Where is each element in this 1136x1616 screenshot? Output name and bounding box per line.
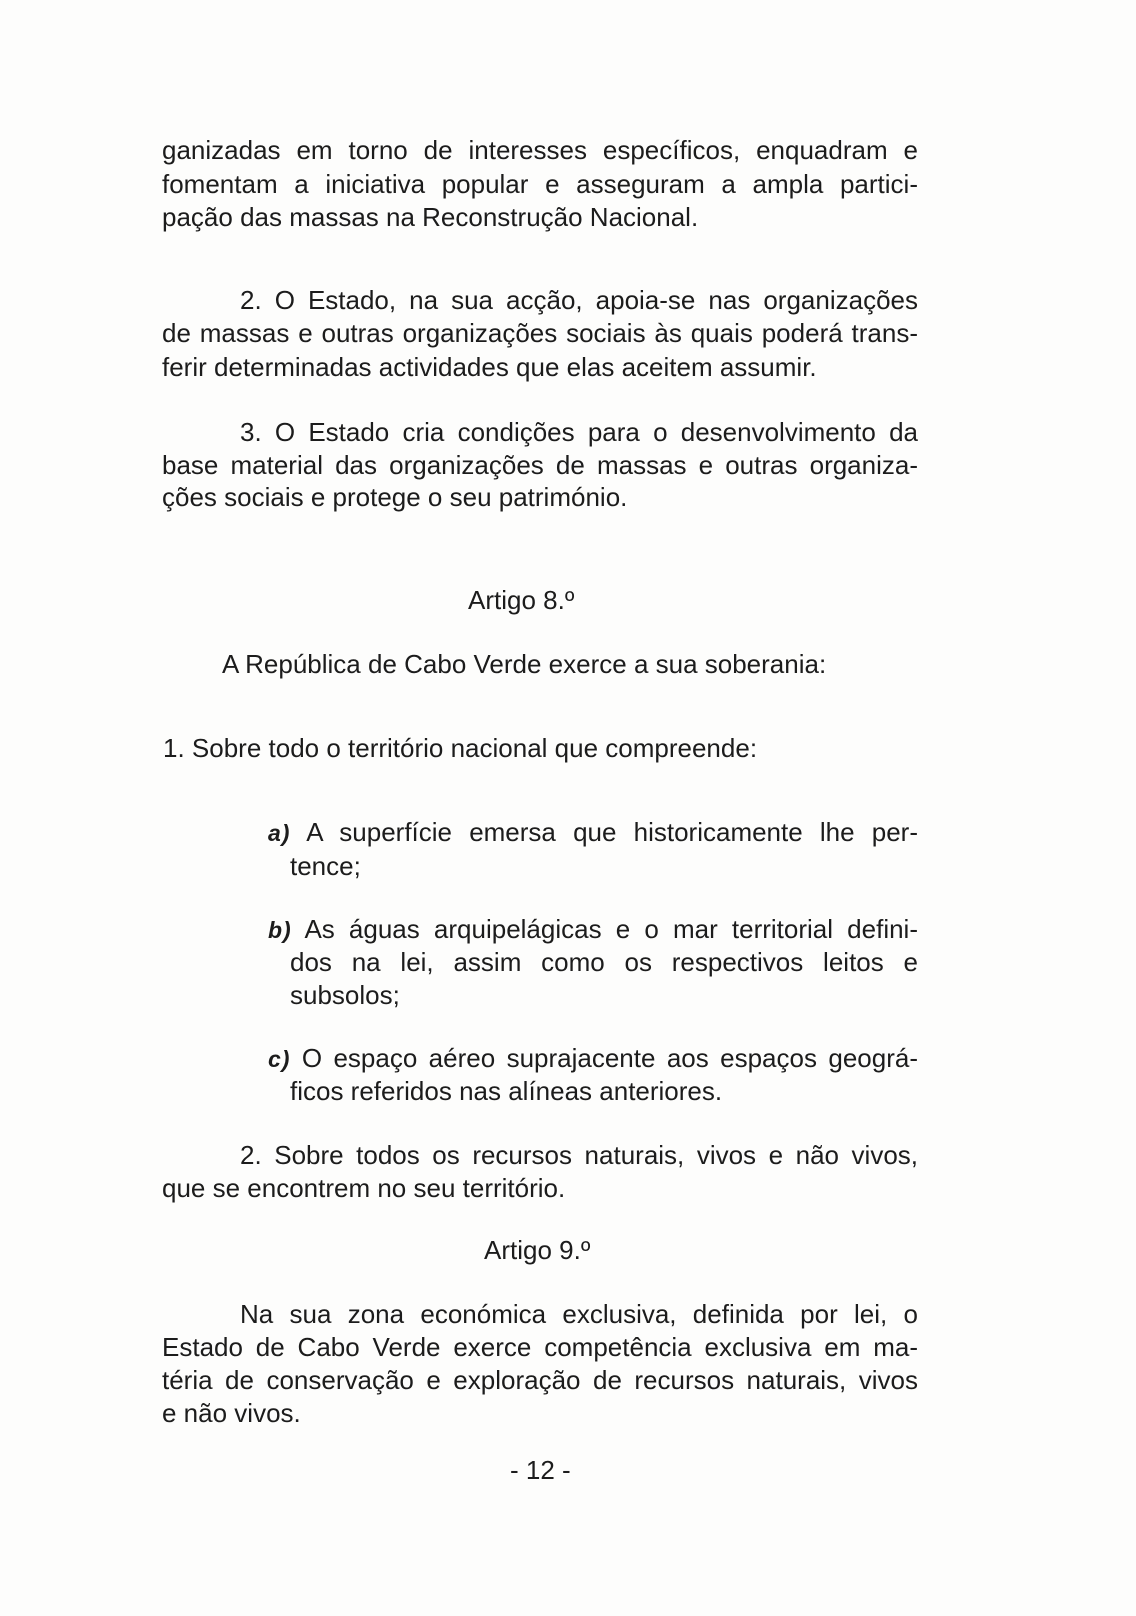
item-text: ficos referidos nas alíneas anteriores.: [290, 1076, 723, 1106]
page-number: - 12 -: [510, 1455, 571, 1485]
item-text: subsolos;: [290, 980, 400, 1010]
article-clause-1: 1. Sobre todo o território nacional que compreende:: [163, 733, 758, 763]
paragraph-line: 2. Sobre todos os recursos naturais, vivos e não vivos,: [240, 1140, 918, 1170]
item-text: A superfície emersa que historicamente lhe per-: [306, 817, 918, 847]
paragraph-line: téria de conservação e exploração de recursos naturais, vivos: [162, 1365, 918, 1395]
paragraph-line: 3. O Estado cria condições para o desenvolvimento da: [240, 417, 918, 447]
article-intro: A República de Cabo Verde exerce a sua soberania:: [222, 649, 827, 679]
item-text: As águas arquipelágicas e o mar territorial defini-: [304, 914, 918, 944]
paragraph-line: pação das massas na Reconstrução Nacional.: [162, 202, 699, 232]
paragraph-line: ganizadas em torno de interesses específicos, enquadram e: [162, 135, 918, 165]
article-heading: Artigo 9.º: [484, 1235, 591, 1265]
item-text: dos na lei, assim como os respectivos leitos e: [290, 947, 918, 977]
item-marker: b): [268, 917, 292, 943]
paragraph-line: e não vivos.: [162, 1398, 301, 1428]
paragraph-line: de massas e outras organizações sociais às quais poderá trans-: [162, 318, 918, 348]
list-item-c: [268, 1043, 918, 1073]
article-heading: Artigo 8.º: [468, 585, 575, 615]
item-text: tence;: [290, 851, 361, 881]
list-item-a: [268, 817, 918, 847]
item-marker: c): [268, 1046, 291, 1072]
paragraph-line: 2. O Estado, na sua acção, apoia-se nas organizações: [240, 285, 918, 315]
paragraph-line: ferir determinadas actividades que elas aceitem assumir.: [162, 352, 817, 382]
paragraph-line: Estado de Cabo Verde exerce competência exclusiva em ma-: [162, 1332, 918, 1362]
item-marker: a): [268, 820, 291, 846]
item-text: O espaço aéreo suprajacente aos espaços geográ-: [301, 1043, 918, 1073]
paragraph-line: base material das organizações de massas e outras organiza-: [162, 450, 918, 480]
paragraph-line: que se encontrem no seu território.: [162, 1173, 566, 1203]
list-item-b: [268, 914, 918, 944]
paragraph-line: Na sua zona económica exclusiva, definida por lei, o: [240, 1299, 918, 1329]
paragraph-line: fomentam a iniciativa popular e asseguram a ampla partici-: [162, 169, 918, 199]
paragraph-line: ções sociais e protege o seu património.: [162, 482, 628, 512]
